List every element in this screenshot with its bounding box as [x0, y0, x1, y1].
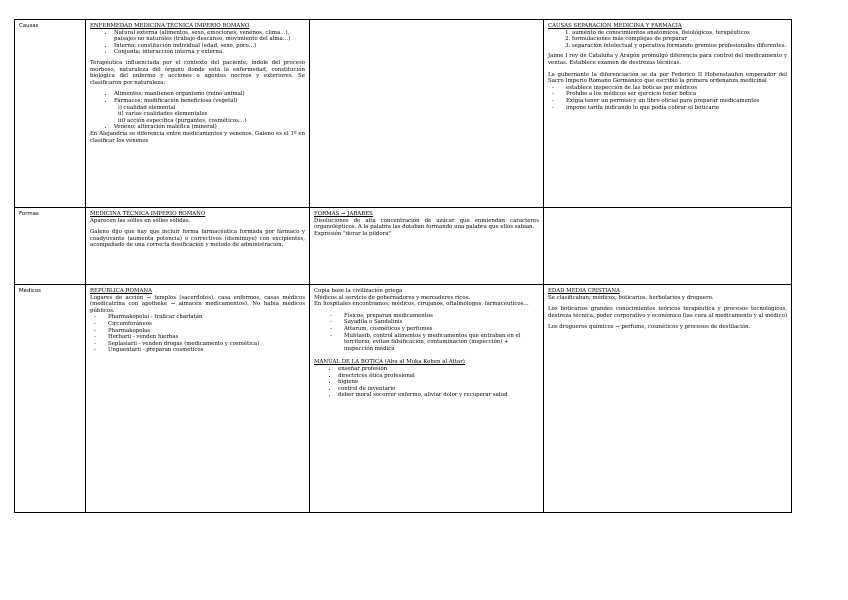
list-item: • Alimentos; mantienen organismo (reino animal) [114, 91, 305, 98]
cell-causas-empty [310, 20, 544, 208]
row-formas [15, 208, 792, 285]
paragraph: Lugares de acción → templos (sacerdotes), casa enfermos, casas médicos (medicatrina con apotheke → almacén medicamentos). No había médicos públicos. [90, 294, 305, 314]
list-item: - Pharmakopolas [108, 328, 305, 335]
cell-formas-jarabes [310, 208, 544, 285]
cell-formas-empty [544, 208, 792, 285]
list-item: - Seplasiarii - venden drogas (medicamento y cosmética) [108, 341, 305, 348]
expression-line: Expresión "dorar la píldora" [314, 230, 391, 237]
list-item: iii) acción específica (purgantes, cosméticos…) [118, 117, 247, 124]
list-item: - Muhtasib, control alimentos y medicamentos que entraban en el territorio, evitan falsificación, contaminación (inspección) + inspección médica [344, 333, 539, 353]
list-item: • enseñar profesión [338, 366, 539, 373]
venom-list [90, 124, 305, 131]
staff-list [314, 313, 539, 353]
cell-heading: FORMAS → JARABES [314, 211, 373, 217]
list-item: - Sayadila o Sandalinis [344, 319, 539, 326]
agents-list [90, 91, 305, 104]
cell-causas-separation [544, 20, 792, 208]
manual-list [314, 366, 539, 399]
cell-formas-roman [86, 208, 310, 285]
row-medicos [15, 285, 792, 513]
paragraph: La gubernante la diferenciación se da por Federico II Hohenstaufen emperador del Sacro Imperio Romano Germánico que escribió la primera ordenanza medicinal [548, 71, 787, 85]
pharma-sublist [90, 105, 305, 125]
reasons-list [548, 30, 787, 50]
history-table [14, 19, 792, 513]
list-item: • higiene [338, 379, 539, 386]
list-item: • Fármacos; modificación beneficiosa (vegetal) [114, 98, 305, 105]
list-item: - Herbarii - venden hierbas [108, 334, 305, 341]
cell-heading: REPÚBLICA ROMANA [90, 288, 152, 294]
cell-heading: ENFERMEDAD MEDICINA TÉCNICA IMPERIO ROMANO [90, 23, 250, 29]
row-causas [15, 20, 792, 208]
list-item: - impone tarifa indicando lo que podía cobrar el boticario [566, 105, 787, 112]
list-item: - Unguentarii - preparan cosméticos [108, 347, 305, 354]
ordinance-list [548, 85, 787, 111]
paragraph: Los drogueros químicos → perfume, cosméticos y procesos de destilación. [548, 324, 751, 331]
row-label-causas: Causas [15, 20, 86, 208]
list-item: - establece inspección de las boticas por médicos [566, 85, 787, 92]
list-item: - Prohíbe a los médicos ser ejercicio tener botica [566, 91, 787, 98]
cell-heading: MEDICINA TÉCNICA IMPERIO ROMANO [90, 211, 206, 217]
causes-list [90, 30, 305, 56]
list-item: 1. aumento de conocimientos anatómicos, fisiológicos, terapéuticos [572, 30, 787, 37]
list-item: 2. formulaciones más complejas de preparar [572, 36, 787, 43]
paragraph: Disoluciones de alta concentración de azúcar que enmiendan caracteres organolépticos. A la palabra las dotaban formando una palabra que ellos sabían. [314, 217, 539, 231]
list-item: i) cualidad elemental [118, 104, 176, 111]
cell-heading: MANUAL DE LA BOTICA (Abu al Muka Kohen al Attar) [314, 359, 465, 366]
list-item: • Conjunta; interacción interna y externa. [114, 49, 305, 56]
text-line: Copia base la civilización griega [314, 288, 403, 294]
list-item: - Circumforáneos [108, 321, 305, 328]
list-item: - Exigía tener un permiso y un libro oficial para preparar medicamentos [566, 98, 787, 105]
paragraph: Se clasificaban; médicos, boticarios, herbolarios y droguero. [548, 294, 714, 301]
cell-causas-roman [86, 20, 310, 208]
paragraph: En Alejandría se diferencia entre medicamentos y venenos. Galeno es el 1º en clasificar los venenos [90, 130, 305, 144]
paragraph: Los boticarios grandes conocimientos teóricos terapéutica y procesos tecnológicos, destreza técnica, poder corporativo y económico (las cura al medicamento y al médico) [548, 306, 787, 319]
paragraph: Galeno dijo que hay que incluir forma farmacéutica formada por fármaco y coadyuvante (aumenta potencia) o correctivos (disminuye) con excipientes, acompañado de una correcta dosificación y método de administración. [90, 229, 305, 249]
list-item: - Físicos, preparan medicamentos [344, 313, 539, 320]
list-item: ii) varias cualidades elementales [118, 111, 208, 118]
list-item: • deber moral socorrer enfermo, aliviar dolor y recuperar salud [338, 392, 539, 399]
list-item: - Attarum, cosméticos y perfumes [344, 326, 539, 333]
paragraph: Terapéutica influenciada por el contexto del paciente; índole del proceso morboso, naturaleza del órgano donde está la enfermedad, constitución biológica del enfermo y acciones o agentes nocivos y exteriores. Se clasificaron por naturaleza; [90, 59, 305, 86]
list-item: • control de inventario [338, 386, 539, 393]
cell-medicos-arab [310, 285, 544, 513]
list-item: 3. separación intelectual y operativa formando gremios profesionales diferentes. [572, 43, 787, 50]
list-item: • Veneno; alteración maléfica (mineral) [114, 124, 305, 131]
row-label-formas: Formas [15, 208, 86, 285]
cell-medicos-christian [544, 285, 792, 513]
paragraph: Jaime I rey de Cataluña y Aragón promulgó diferencia para control del medicamento y ventas. Establece examen de destrezas técnicas. [548, 53, 787, 66]
list-item: - Pharmakopolai - traficar charlatán [108, 314, 305, 321]
list-item: • Interna; constitución individual (edad, sexo, poro…) [114, 43, 305, 50]
paragraph: Aparecen las sólles en sólles sólidas. [90, 217, 191, 224]
roles-list [90, 314, 305, 354]
list-item: • directrices ética profesional [338, 373, 539, 380]
list-item: • Natural externa (alimentos, sexo, emociones, venenos, clima…), paisajes no naturales (trabajo-descanso, movimiento del alma…) [114, 30, 305, 43]
paragraph: En hospitales encontramos; médicos, cirujanos, oftalmólogos, farmacéuticos… [314, 301, 529, 308]
cell-medicos-republic [86, 285, 310, 513]
cell-heading: EDAD MEDIA CRISTIANA [548, 288, 620, 294]
cell-heading: CAUSAS SEPARACIÓN MEDICINA Y FARMACIA [548, 23, 682, 29]
row-label-medicos: Médicos [15, 285, 86, 513]
text-line: Médicos al servicio de gobernadores y mercaderes ricos. [314, 294, 470, 301]
